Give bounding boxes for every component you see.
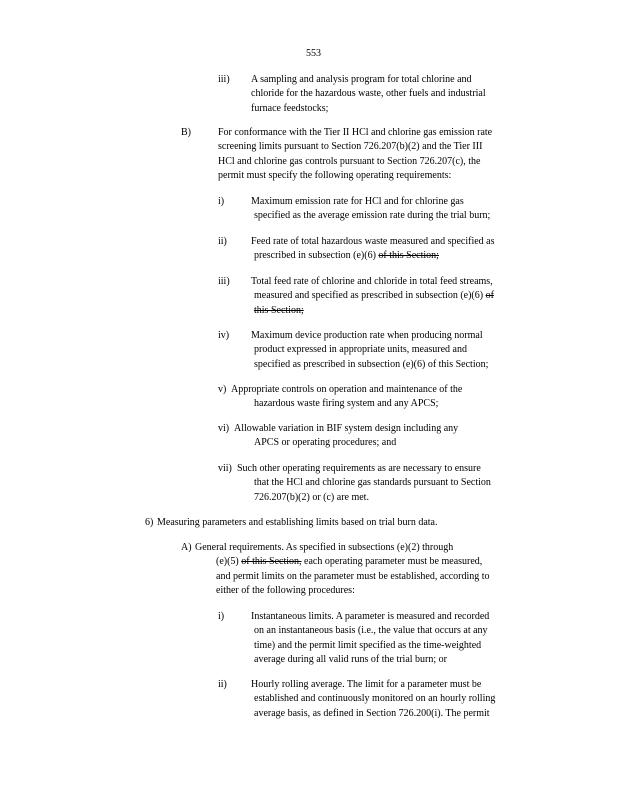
text-line: Such other operating requirements as are necessary to ensure bbox=[237, 463, 481, 474]
text-segment: measured and specified as prescribed in subsection (e)(6) bbox=[254, 290, 484, 302]
item-label: ii) bbox=[218, 236, 227, 247]
item-label: v) bbox=[218, 384, 227, 395]
text-line: APCS or operating procedures; and bbox=[254, 437, 397, 449]
text-segment: prescribed in subsection (e)(6) bbox=[254, 250, 376, 262]
text-line: average basis, as defined in Section 726.200(i). The permit bbox=[254, 707, 490, 719]
text-line: product expressed in appropriate units, measured and bbox=[254, 344, 467, 356]
text-line bbox=[251, 304, 551, 318]
struck-text: of this Section; bbox=[378, 250, 439, 262]
item-text bbox=[251, 329, 551, 372]
item-label: iv) bbox=[218, 330, 230, 341]
text-line: For conformance with the Tier II HCl and chlorine gas emission rate bbox=[218, 127, 493, 138]
text-line: Maximum device production rate when producing normal bbox=[251, 330, 483, 341]
item-label: ii) bbox=[218, 679, 227, 690]
text-line: Feed rate of total hazardous waste measured and specified as bbox=[251, 236, 495, 247]
item-label: vi) bbox=[218, 423, 230, 434]
text-segment: (e)(5) bbox=[216, 556, 239, 568]
text-line: HCl and chlorine gas controls pursuant to Section 726.207(c), the bbox=[218, 155, 481, 167]
text-segment: each operating parameter must be measured, bbox=[304, 556, 483, 568]
item-text bbox=[251, 610, 551, 668]
text-line: Maximum emission rate for HCl and for chlorine gas bbox=[251, 196, 464, 207]
text-line: permit must specify the following operating requirements: bbox=[218, 170, 452, 182]
text-line: 726.207(b)(2) or (c) are met. bbox=[254, 491, 369, 503]
item-label: A) bbox=[181, 542, 192, 553]
item-text bbox=[251, 235, 551, 264]
text-line bbox=[251, 249, 551, 263]
text-line: hazardous waste firing system and any APCS; bbox=[254, 398, 439, 410]
text-line: and permit limits on the parameter must be established, according to bbox=[216, 570, 490, 582]
text-line: furnace feedstocks; bbox=[251, 102, 329, 114]
text-line: average during all valid runs of the trial burn; or bbox=[254, 654, 447, 666]
struck-text: this Section; bbox=[254, 304, 304, 316]
item-text bbox=[237, 462, 557, 505]
page-number: 553 bbox=[306, 48, 321, 59]
item-label: i) bbox=[218, 611, 225, 622]
item-text bbox=[234, 422, 554, 451]
text-line: chloride for the hazardous waste, other fuels and industrial bbox=[251, 88, 486, 100]
item-label: i) bbox=[218, 196, 225, 207]
text-line: that the HCl and chlorine gas standards pursuant to Section bbox=[254, 477, 491, 489]
text-line: specified as prescribed in subsection (e)(6) of this Section; bbox=[254, 358, 489, 370]
text-line: A sampling and analysis program for total chlorine and bbox=[251, 74, 472, 85]
text-line: specified as the average emission rate during the trial burn; bbox=[254, 210, 491, 222]
text-line: Total feed rate of chlorine and chloride in total feed streams, bbox=[251, 276, 493, 287]
text-line: Hourly rolling average. The limit for a parameter must be bbox=[251, 679, 482, 690]
item-label: iii) bbox=[218, 276, 230, 287]
item-label: vii) bbox=[218, 463, 232, 474]
text-line: Allowable variation in BIF system design including any bbox=[234, 423, 459, 434]
item-label: B) bbox=[181, 127, 191, 138]
text-line bbox=[195, 555, 555, 569]
text-line: screening limits pursuant to Section 726.207(b)(2) and the Tier III bbox=[218, 141, 483, 153]
text-line: established and continuously monitored on an hourly rolling bbox=[254, 693, 496, 705]
item-text bbox=[218, 126, 558, 184]
text-line bbox=[251, 289, 551, 303]
item-text bbox=[251, 73, 551, 116]
text-line: either of the following procedures: bbox=[216, 585, 355, 597]
item-label: 6) bbox=[145, 517, 154, 528]
item-text bbox=[195, 541, 555, 599]
text-line: Measuring parameters and establishing limits based on trial burn data. bbox=[157, 517, 438, 528]
item-text bbox=[251, 275, 551, 318]
item-text bbox=[251, 678, 551, 721]
struck-text: of this Section, bbox=[241, 556, 302, 568]
text-line: Appropriate controls on operation and maintenance of the bbox=[231, 384, 463, 395]
item-text bbox=[231, 383, 551, 412]
struck-text: of bbox=[485, 290, 494, 302]
item-label: iii) bbox=[218, 74, 230, 85]
item-text bbox=[251, 195, 551, 224]
item-text bbox=[157, 516, 517, 530]
text-line: time) and the permit limit specified as the time-weighted bbox=[254, 639, 482, 651]
text-line: on an instantaneous basis (i.e., the value that occurs at any bbox=[254, 625, 488, 637]
text-line: Instantaneous limits. A parameter is measured and recorded bbox=[251, 611, 490, 622]
text-line: General requirements. As specified in subsections (e)(2) through bbox=[195, 542, 454, 553]
